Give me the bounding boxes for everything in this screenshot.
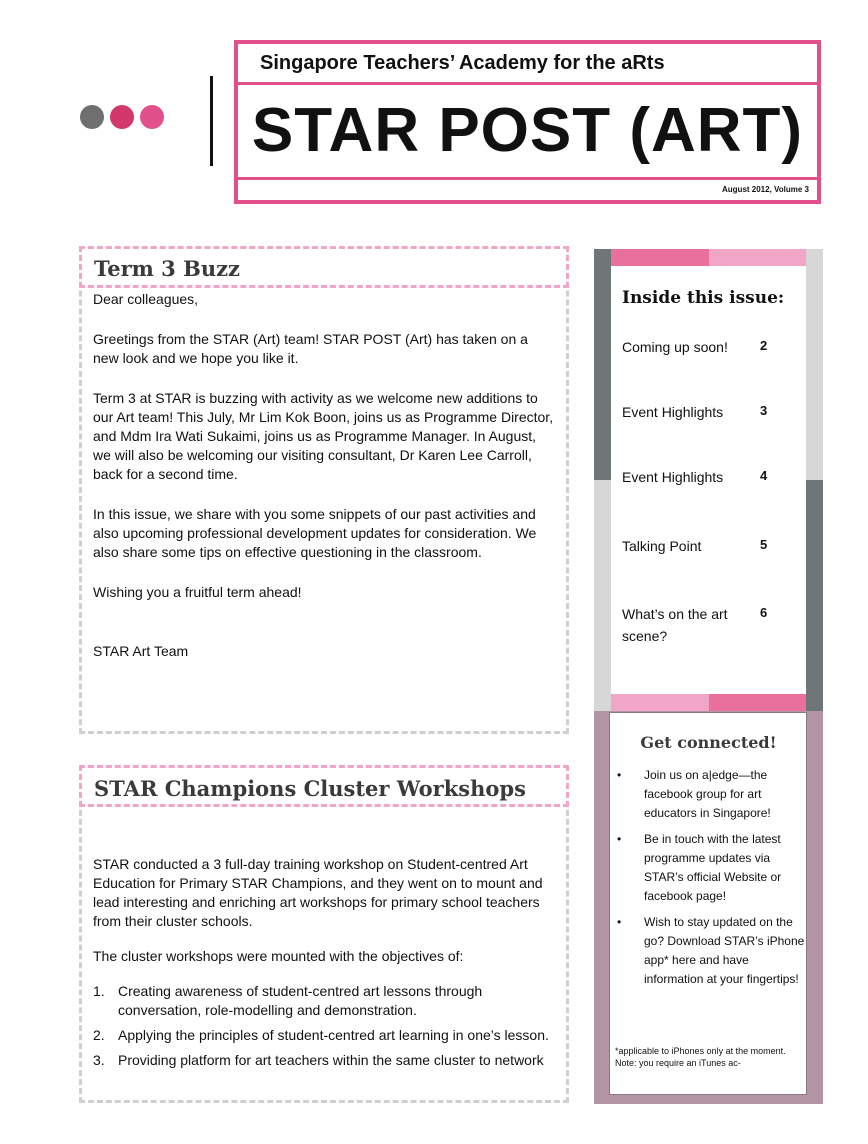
top-pink-bar: [611, 249, 709, 266]
list-number: 2.: [93, 1027, 105, 1043]
toc-page: 5: [760, 537, 768, 552]
toc-page: 3: [760, 403, 768, 418]
list-text: Providing platform for art teachers within the same cluster to network: [118, 1052, 544, 1068]
toc-page: 6: [760, 605, 768, 620]
header-divider: [210, 76, 213, 166]
paragraph: In this issue, we share with you some snippets of our past activities and also upcoming professional development updates for consideration. We also share some tips on effective questioning in the classroom.: [93, 506, 537, 560]
connect-item-text: Be in touch with the latest programme updates via STAR’s official Website or facebook page!: [644, 832, 782, 903]
bottom-light-pink-bar: [611, 694, 709, 711]
toc-item: What’s on the art scene?: [622, 606, 728, 644]
term-buzz-heading: [79, 246, 569, 288]
gray-right-bar: [806, 480, 823, 711]
list-item: [615, 766, 810, 823]
crimson-dot-icon: [110, 105, 134, 129]
paragraph: Greetings from the STAR (Art) team! STAR POST (Art) has taken on a new look and we hope you like it.: [93, 331, 528, 366]
bottom-pink-bar: [709, 694, 806, 711]
list-item: [93, 1026, 555, 1045]
list-number: 3.: [93, 1052, 105, 1068]
list-item: [615, 830, 810, 906]
light-right-bar: [806, 249, 823, 480]
footnote: *applicable to iPhones only at the moment. Note: you require an iTunes ac-: [615, 1046, 786, 1068]
toc-page: 4: [760, 468, 768, 483]
newsletter-title: STAR POST (ART): [238, 85, 817, 180]
bullet-icon: •: [617, 832, 622, 846]
signature: STAR Art Team: [93, 643, 189, 659]
bullet-icon: •: [617, 915, 622, 929]
list-item: [93, 1051, 555, 1070]
decorative-dots: [80, 105, 164, 129]
paragraph: STAR conducted a 3 full-day training workshop on Student-centred Art Education for Primary STAR Champions, and they went on to mount and lead interesting and enriching art workshops for primary school teachers from their cluster schools.: [93, 856, 543, 929]
term-buzz-heading-text: Term 3 Buzz: [94, 256, 240, 281]
connect-list: [615, 766, 810, 996]
pink-dot-icon: [140, 105, 164, 129]
connect-item-text: Join us on a|edge—the facebook group for art educators in Singapore!: [644, 768, 771, 820]
objective-list: [93, 982, 555, 1070]
champions-heading-text: STAR Champions Cluster Workshops: [94, 776, 526, 801]
get-connected-heading: Get connected!: [640, 733, 777, 752]
paragraph: Term 3 at STAR is buzzing with activity as we welcome new additions to our Art team! This July, Mr Lim Kok Boon, joins us as Programme Director, and Mdm Ira Wati Sukaimi, joins us as Programme Manager. In August, we will also be welcoming our visiting consultant, Dr Karen Lee Carroll, back for a second time.: [93, 390, 554, 482]
toc-item: Event Highlights: [622, 404, 724, 420]
greeting: Dear colleagues,: [93, 291, 199, 307]
list-text: Creating awareness of student-centred art lessons through conversation, role-modelling and demonstration.: [118, 983, 483, 1018]
term-buzz-body: [93, 290, 555, 682]
list-number: 1.: [93, 983, 105, 999]
connect-item-text: Wish to stay updated on the go? Download STAR’s iPhone app* here and have information at your fingertips!: [644, 915, 805, 986]
champions-heading: [79, 765, 569, 807]
paragraph: The cluster workshops were mounted with the objectives of:: [93, 948, 464, 964]
inside-issue-heading: Inside this issue:: [622, 288, 785, 308]
toc-item: Event Highlights: [622, 469, 724, 485]
gray-left-bar: [594, 249, 611, 480]
champions-body: [93, 855, 555, 1070]
toc-item: Talking Point: [622, 538, 702, 554]
list-text: Applying the principles of student-centred art learning in one’s lesson.: [118, 1027, 549, 1043]
top-light-pink-bar: [709, 249, 806, 266]
bullet-icon: •: [617, 768, 622, 782]
light-left-bar: [594, 480, 611, 711]
toc-item: Coming up soon!: [622, 339, 728, 355]
paragraph: Wishing you a fruitful term ahead!: [93, 584, 302, 600]
toc-page: 2: [760, 338, 768, 353]
list-item: [615, 913, 810, 989]
issue-date: August 2012, Volume 3: [722, 185, 809, 194]
list-item: [93, 982, 555, 1020]
gray-dot-icon: [80, 105, 104, 129]
org-name: Singapore Teachers’ Academy for the aRts: [238, 44, 817, 85]
masthead: [234, 40, 821, 204]
